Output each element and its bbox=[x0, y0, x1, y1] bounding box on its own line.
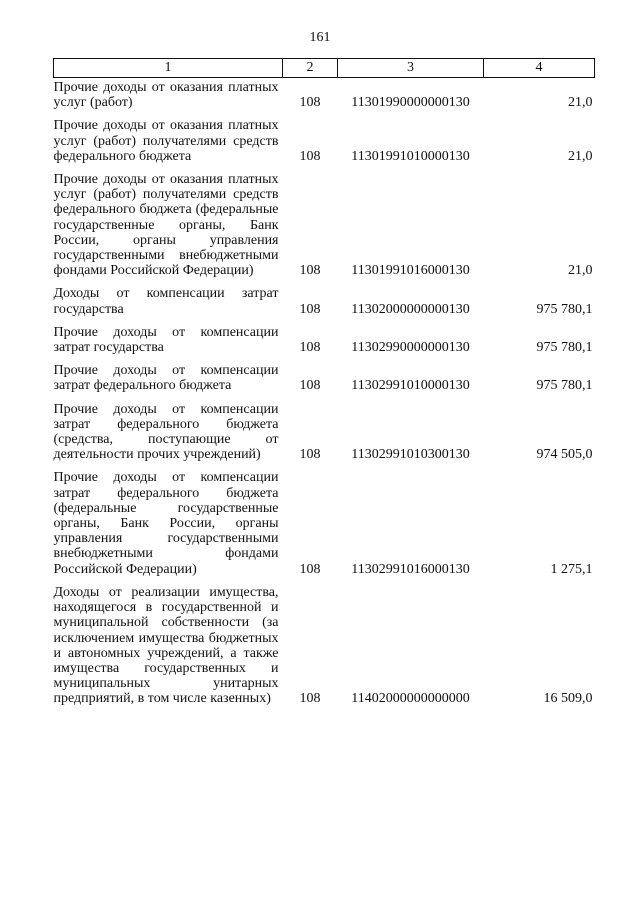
row-amount: 975 780,1 bbox=[536, 340, 593, 356]
page-number: 161 bbox=[309, 30, 331, 45]
row-chapter: 108 bbox=[299, 447, 321, 463]
row-amount: 975 780,1 bbox=[536, 378, 593, 394]
row-amount: 975 780,1 bbox=[536, 301, 593, 317]
row-amount: 21,0 bbox=[568, 148, 593, 164]
row-code: 11301990000000130 bbox=[351, 95, 470, 111]
table-header-row bbox=[54, 59, 595, 78]
row-code: 11302991010000130 bbox=[351, 378, 470, 394]
row-name: Доходы от реализации имущества, находящегося в государственной и муниципальной собственности (за исключением имущества бюджетных и автономных учреждений, а также имущества государственных и муниципальных унитарных предприятий, в том числе казенных) bbox=[53, 584, 279, 707]
revenue-table bbox=[53, 58, 595, 710]
column-header-name: 1 bbox=[54, 59, 283, 78]
row-name: Прочие доходы от оказания платных услуг (работ) bbox=[53, 80, 279, 111]
row-code: 11302991016000130 bbox=[351, 561, 470, 577]
row-chapter: 108 bbox=[299, 263, 321, 279]
row-chapter: 108 bbox=[299, 691, 321, 707]
table-row bbox=[54, 580, 595, 710]
row-chapter: 108 bbox=[299, 301, 321, 317]
row-amount: 974 505,0 bbox=[536, 447, 593, 463]
table-row bbox=[54, 167, 595, 281]
table-row bbox=[54, 281, 595, 319]
row-code: 11402000000000000 bbox=[351, 691, 470, 707]
column-header-code: 3 bbox=[338, 59, 484, 78]
row-name: Прочие доходы от компенсации затрат федерального бюджета (федеральные государственные органы, Банк России, органы управления государственными внебюджетными фондами Российской Федерации) bbox=[53, 470, 279, 577]
row-code: 11302000000000130 bbox=[351, 301, 470, 317]
row-name: Прочие доходы от компенсации затрат государства bbox=[53, 324, 279, 356]
row-amount: 1 275,1 bbox=[550, 561, 593, 577]
row-amount: 21,0 bbox=[568, 263, 593, 279]
row-code: 11302990000000130 bbox=[351, 340, 470, 356]
table-row bbox=[54, 358, 595, 396]
row-name: Доходы от компенсации затрат государства bbox=[53, 286, 279, 317]
table-row bbox=[54, 465, 595, 579]
table-row bbox=[54, 113, 595, 167]
table-row bbox=[54, 397, 595, 466]
row-name: Прочие доходы от оказания платных услуг (работ) получателями средств федерального бюджета (федеральные государственные органы, Банк России, органы управления государственными внебюджетными фондами Российской Федерации) bbox=[53, 172, 279, 279]
table-row bbox=[54, 78, 595, 114]
row-code: 11301991010000130 bbox=[351, 148, 470, 164]
row-chapter: 108 bbox=[299, 95, 321, 111]
row-amount: 21,0 bbox=[568, 95, 593, 111]
row-chapter: 108 bbox=[299, 561, 321, 577]
table-row bbox=[54, 320, 595, 358]
row-name: Прочие доходы от оказания платных услуг (работ) получателями средств федерального бюджета bbox=[53, 118, 279, 164]
column-header-chapter: 2 bbox=[283, 59, 338, 78]
row-chapter: 108 bbox=[299, 378, 321, 394]
row-name: Прочие доходы от компенсации затрат федерального бюджета (средства, поступающие от деятельности прочих учреждений) bbox=[53, 401, 279, 463]
row-chapter: 108 bbox=[299, 340, 321, 356]
row-code: 11301991016000130 bbox=[351, 263, 470, 279]
column-header-amount: 4 bbox=[484, 59, 595, 78]
row-code: 11302991010300130 bbox=[351, 447, 470, 463]
row-amount: 16 509,0 bbox=[543, 691, 593, 707]
row-name: Прочие доходы от компенсации затрат федерального бюджета bbox=[53, 363, 279, 394]
row-chapter: 108 bbox=[299, 148, 321, 164]
